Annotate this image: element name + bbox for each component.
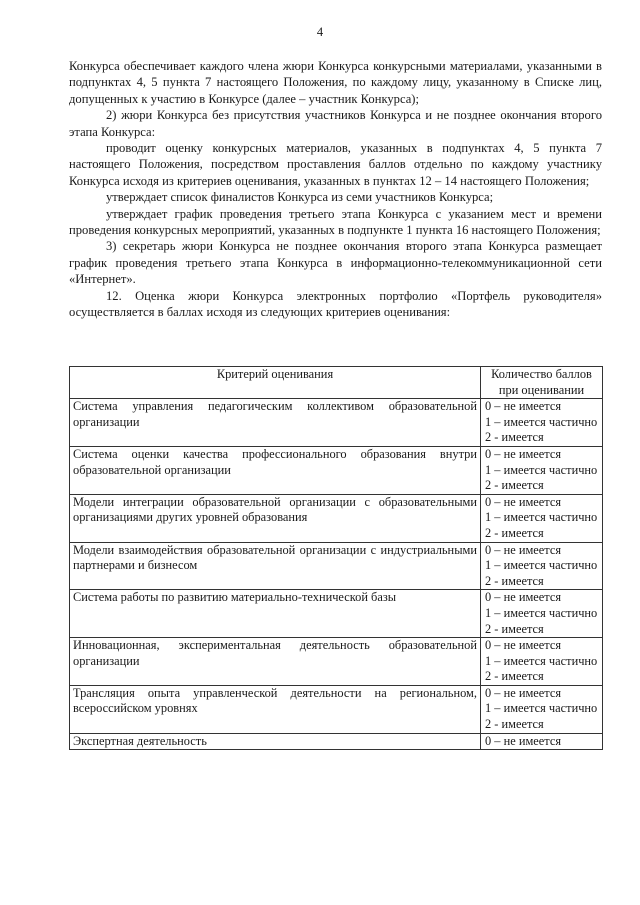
table-row bbox=[70, 733, 603, 750]
score-option: 1 – имеется частично bbox=[485, 462, 598, 477]
table-row bbox=[70, 446, 603, 494]
criterion-cell: Экспертная деятельность bbox=[70, 733, 481, 750]
paragraph: Конкурса обеспечивает каждого члена жюри Конкурса конкурсными материалами, указанными в подпунктах 4, 5 пункта 7 настоящего Положения, по каждому лицу, указанному в Списке лиц, допущенных к участию в Конкурсе (далее – участник Конкурса); bbox=[69, 59, 602, 106]
score-cell bbox=[481, 542, 603, 590]
score-option: 0 – не имеется bbox=[485, 733, 562, 748]
score-option: 0 – не имеется bbox=[485, 590, 562, 605]
score-option: 2 - имеется bbox=[485, 478, 544, 493]
score-cell bbox=[481, 638, 603, 686]
criterion-cell: Инновационная, экспериментальная деятельность образовательной организации bbox=[70, 638, 481, 686]
score-option: 0 – не имеется bbox=[485, 446, 562, 461]
criterion-cell: Трансляция опыта управленческой деятельности на региональном, всероссийском уровнях bbox=[70, 685, 481, 733]
paragraph: 12. Оценка жюри Конкурса электронных портфолио «Портфель руководителя» осуществляется в баллах исходя из следующих критериев оценивания: bbox=[69, 288, 602, 320]
score-option: 2 - имеется bbox=[485, 430, 544, 445]
criterion-cell: Модели интеграции образовательной организации с образовательными организациями других уровней образования bbox=[70, 494, 481, 542]
table-row bbox=[70, 399, 603, 447]
criterion-cell: Модели взаимодействия образовательной организации с индустриальными партнерами и бизнесом bbox=[70, 542, 481, 590]
header-score: Количество баллов при оценивании bbox=[481, 367, 603, 399]
table-header-row bbox=[70, 367, 603, 399]
score-option: 1 – имеется частично bbox=[485, 653, 598, 668]
paragraph: 2) жюри Конкурса без присутствия участников Конкурса и не позднее окончания второго этапа Конкурса: bbox=[69, 108, 602, 139]
score-option: 0 – не имеется bbox=[485, 638, 562, 653]
paragraph: проводит оценку конкурсных материалов, указанных в подпунктах 4, 5 пункта 7 настоящего Положения, посредством проставления баллов отдельно по каждому участнику Конкурса исходя из критериев оценивания, указанных в пунктах 12 – 14 настоящего Положения; bbox=[69, 141, 602, 188]
score-option: 0 – не имеется bbox=[485, 494, 562, 509]
table-row bbox=[70, 494, 603, 542]
score-option: 2 - имеется bbox=[485, 717, 544, 732]
score-option: 0 – не имеется bbox=[485, 685, 562, 700]
paragraph: утверждает график проведения третьего этапа Конкурса с указанием мест и времени проведения конкурсных мероприятий, указанных в подпункте 1 пункта 16 настоящего Положения; bbox=[69, 206, 602, 238]
score-option: 1 – имеется частично bbox=[485, 558, 598, 573]
score-cell bbox=[481, 733, 603, 750]
score-cell bbox=[481, 685, 603, 733]
score-option: 1 – имеется частично bbox=[485, 510, 598, 525]
criteria-table bbox=[69, 366, 603, 750]
page-number: 4 bbox=[316, 25, 324, 39]
score-option: 2 - имеется bbox=[485, 621, 544, 636]
score-option: 0 – не имеется bbox=[485, 399, 562, 414]
score-cell bbox=[481, 446, 603, 494]
score-cell bbox=[481, 590, 603, 638]
score-option: 2 - имеется bbox=[485, 525, 544, 540]
paragraph: утверждает список финалистов Конкурса из семи участников Конкурса; bbox=[106, 190, 494, 205]
body-text bbox=[69, 58, 602, 321]
score-cell bbox=[481, 494, 603, 542]
header-criterion: Критерий оценивания bbox=[70, 367, 481, 399]
paragraph: 3) секретарь жюри Конкурса не позднее окончания второго этапа Конкурса размещает график проведения третьего этапа Конкурса в информационно-телекоммуникационной сети «Интернет». bbox=[69, 239, 602, 287]
criterion-cell: Система работы по развитию материально-технической базы bbox=[70, 590, 481, 638]
criterion-cell: Система оценки качества профессионального образования внутри образовательной организации bbox=[70, 446, 481, 494]
score-option: 1 – имеется частично bbox=[485, 414, 598, 429]
table-body bbox=[70, 399, 603, 750]
score-option: 2 - имеется bbox=[485, 573, 544, 588]
score-option: 1 – имеется частично bbox=[485, 701, 598, 716]
score-cell bbox=[481, 399, 603, 447]
score-option: 2 - имеется bbox=[485, 669, 544, 684]
criterion-cell: Система управления педагогическим коллективом образовательной организации bbox=[70, 399, 481, 447]
score-option: 0 – не имеется bbox=[485, 542, 562, 557]
table-row bbox=[70, 542, 603, 590]
table-row bbox=[70, 685, 603, 733]
table-row bbox=[70, 590, 603, 638]
score-option: 1 – имеется частично bbox=[485, 605, 598, 620]
table-row bbox=[70, 638, 603, 686]
